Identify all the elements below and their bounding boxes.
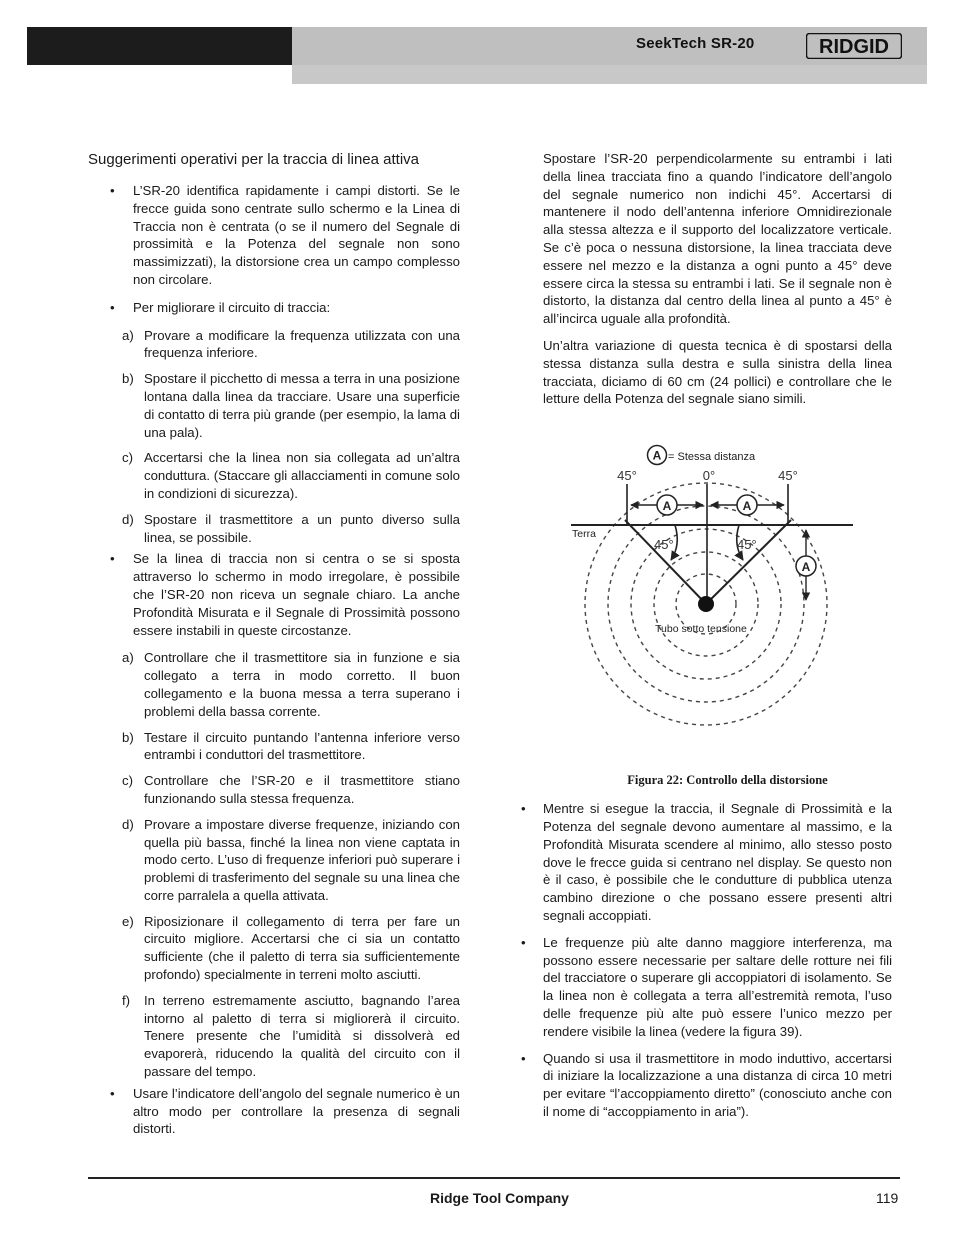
ridgid-logo xyxy=(806,33,902,59)
sub-list-item: e) Riposizionare il collegamento di terra per fare un circuito migliore. Accertarsi che ci sia un contatto sufficiente (che il paletto di terra sia sufficientemente profondo) specialmente in terreni molto asciutti. xyxy=(122,913,460,983)
list-item: • L’SR-20 identifica rapidamente i campi distorti. Se le frecce guida sono centrate sullo schermo e la Linea di Traccia non è centrata (o se il numero del Segnale di prossimità e la Potenza del segnale non sono massimizzati), la distorsione crea un campo complesso non circolare. xyxy=(110,183,460,287)
right-column xyxy=(521,150,892,1130)
dimension-marker-left: A xyxy=(662,499,672,514)
left-column xyxy=(88,150,460,1148)
legend-text: = Stessa distanza xyxy=(668,451,756,464)
bullet-dot: • xyxy=(110,551,115,567)
angle-45-left: 45° xyxy=(654,537,674,553)
angle-label-right: 45° xyxy=(778,468,798,484)
page-number: 119 xyxy=(876,1190,899,1206)
depth-marker: A xyxy=(801,560,811,575)
header-grey-band-lower xyxy=(292,65,927,84)
sub-list-item: c) Controllare che l’SR-20 e il trasmettitore stiano funzionando sulla stessa frequenza. xyxy=(122,773,460,806)
sub-list-item: d) Spostare il trasmettitore a un punto diverso sulla linea, se possibile. xyxy=(122,511,460,545)
list-item: • Mentre si esegue la traccia, il Segnale di Prossimità e la Potenza del segnale devono aumentare al massimo, e la Profondità Misurata scendere al minimo, allo stesso posto dove le frecce guida si centrano nel display. Se questo non è il caso, è possibile che le condutture di pubblica utenza cambino direzione o che possano essere presenti altri segnali accoppiati. xyxy=(521,801,892,923)
section-title: Suggerimenti operativi per la traccia di linea attiva xyxy=(88,151,420,168)
pipe-dot xyxy=(698,596,714,612)
list-item: • Le frequenze più alte danno maggiore interferenza, ma possono essere necessarie per saltare delle rotture nei fili del tracciatore o superare gli accoppiatori di isolamento. Se la linea non è collegata a terra all’estremità remota, l’uso delle frequenze più alte può essere l’unico mezzo per rendere visibile la linea (vedere la figura 39). xyxy=(521,934,892,1039)
logo-text: RIDGID xyxy=(819,36,889,58)
figure-caption: Figura 22: Controllo della distorsione xyxy=(627,773,828,788)
sub-list-item: a) Provare a modificare la frequenza utilizzata con una frequenza inferiore. xyxy=(122,327,460,361)
footer-company: Ridge Tool Company xyxy=(430,1190,569,1206)
header-title: SeekTech SR-20 xyxy=(636,35,755,52)
v-line-right xyxy=(706,520,791,604)
pipe-label: Tubo sotto tensione xyxy=(655,623,747,636)
paragraph: Un’altra variazione di questa tecnica è di spostarsi della stessa distanza sulla destra e sulla sinistra della linea tracciata, diciamo di 60 cm (24 pollici) e controllare che le letture della Potenza del segnale siano simili. xyxy=(543,337,892,407)
bullet-dot: • xyxy=(110,1085,115,1101)
bullet-dot: • xyxy=(521,1050,526,1066)
legend-symbol: A xyxy=(652,448,662,463)
angle-label-left: 45° xyxy=(617,468,637,484)
dimension-marker-right: A xyxy=(742,499,752,514)
v-line-left xyxy=(625,520,706,604)
angle-label-center: 0° xyxy=(702,468,716,484)
sub-list-item: f) In terreno estremamente asciutto, bagnando l’area intorno al paletto di terra si migliorerà il circuito. Tenere presente che l’umidità si dissolverà ed evaporerà, riducendo la qualità del circuito con il passare del tempo. xyxy=(122,992,460,1080)
angle-45-right: 45° xyxy=(737,537,757,553)
list-item: • Per migliorare il circuito di traccia: xyxy=(110,299,331,315)
distortion-diagram xyxy=(543,422,892,762)
footer-rule xyxy=(88,1177,900,1179)
list-item: • Quando si usa il trasmettitore in modo induttivo, accertarsi di iniziare la localizzazione a una distanza di circa 10 metri per evitare “l’accoppiamento diretto” (conosciuto anche con il nome di “accoppiamento in aria”). xyxy=(521,1050,892,1119)
sub-list-item: b) Testare il circuito puntando l’antenna inferiore verso entrambi i conduttori del trasmettitore. xyxy=(122,729,460,763)
bullet-dot: • xyxy=(110,299,115,315)
figure-distortion-check xyxy=(543,422,892,792)
sub-list-item: b) Spostare il picchetto di messa a terra in una posizione lontana dalla linea da tracciare. Usare una superficie di contatto di terra più grande (per esempio, la lama di una pala). xyxy=(122,371,460,440)
sub-list-item: c) Accertarsi che la linea non sia collegata ad un’altra conduttura. (Staccare gli allacciamenti in comune solo in condizioni di sicurezza). xyxy=(122,450,460,501)
paragraph: Spostare l’SR-20 perpendicolarmente su entrambi i lati della linea tracciata fino a quando l’indicatore dell’angolo del segnale numerico non indichi 45°. Accertarsi di mantenere il nodo dell’antenna inferiore Omnidirezionale alla stessa altezza e il supporto del localizzatore verticale. Se c’è poca o nessuna distorsione, la linea tracciata deve essere nel mezzo e la distanza a ogni punto a 45° deve essere circa la stessa su entrambi i lati. Se il segnale non è distorto, la distanza dal centro della linea al punto a 45° è all’incirca uguale alla profondità. xyxy=(543,151,892,327)
list-item: • Se la linea di traccia non si centra o se si sposta attraverso lo schermo in modo irregolare, è possibile che l’SR-20 non riceva un segnale chiaro. La anche Profondità Misurata e il Segnale di Prossimità possono essere instabili in queste circostanze. xyxy=(110,551,460,638)
bullet-dot: • xyxy=(521,934,526,950)
header-dark-band xyxy=(27,27,292,65)
sub-list-item: a) Controllare che il trasmettitore sia in funzione e sia collegato a terra in modo corretto. Il buon collegamento e la buona messa a terra superano i problemi della bassa corrente. xyxy=(122,650,460,719)
sub-list-item: d) Provare a impostare diverse frequenze, iniziando con quella più bassa, finché la linea non viene captata in modo certo. L’uso di frequenze inferiori può superare i problemi di trasferimento del segnale su una linea che corre parralela a quella attivata. xyxy=(122,816,460,903)
ground-label: Terra xyxy=(572,528,596,541)
bullet-dot: • xyxy=(521,801,526,817)
bullet-dot: • xyxy=(110,183,115,198)
list-item: • Usare l’indicatore dell’angolo del segnale numerico è un altro modo per controllare la presenza di segnali distorti. xyxy=(110,1085,460,1137)
